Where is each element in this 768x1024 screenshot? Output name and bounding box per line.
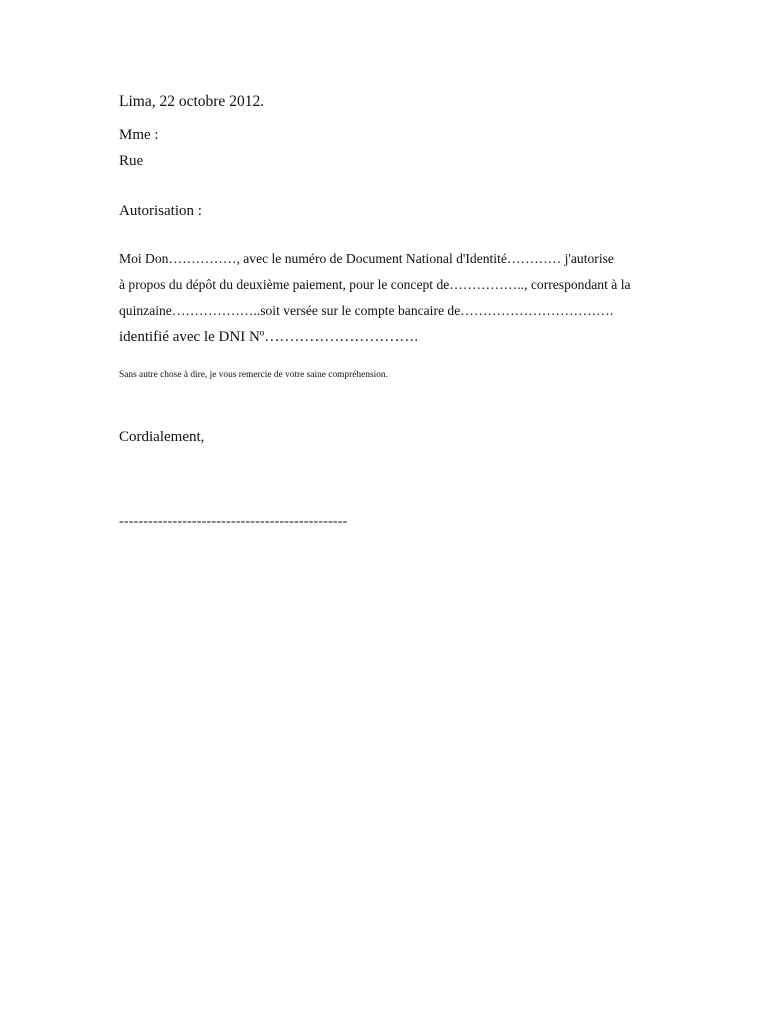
body-line-2: à propos du dépôt du deuxième paiement, pour le concept de…………….., correspondant à la xyxy=(119,277,631,292)
recipient-name: Mme : xyxy=(119,127,159,143)
letter-date: Lima, 22 octobre 2012. xyxy=(119,93,265,110)
body-line-1: Moi Don……………, avec le numéro de Document National d'Identité………… j'autorise xyxy=(119,251,614,266)
signature-line: ----------------------------------------------- xyxy=(119,514,348,529)
letter-subject: Autorisation : xyxy=(119,203,202,219)
salutation: Cordialement, xyxy=(119,429,205,445)
recipient-street: Rue xyxy=(119,153,144,169)
closing-note: Sans autre chose à dire, je vous remercie de votre saine compréhension. xyxy=(119,370,388,380)
body-line-3: quinzaine………………..soit versée sur le compte bancaire de……………………………. xyxy=(119,303,614,318)
body-line-4: identifié avec le DNI Nº…………………………. xyxy=(119,329,419,345)
